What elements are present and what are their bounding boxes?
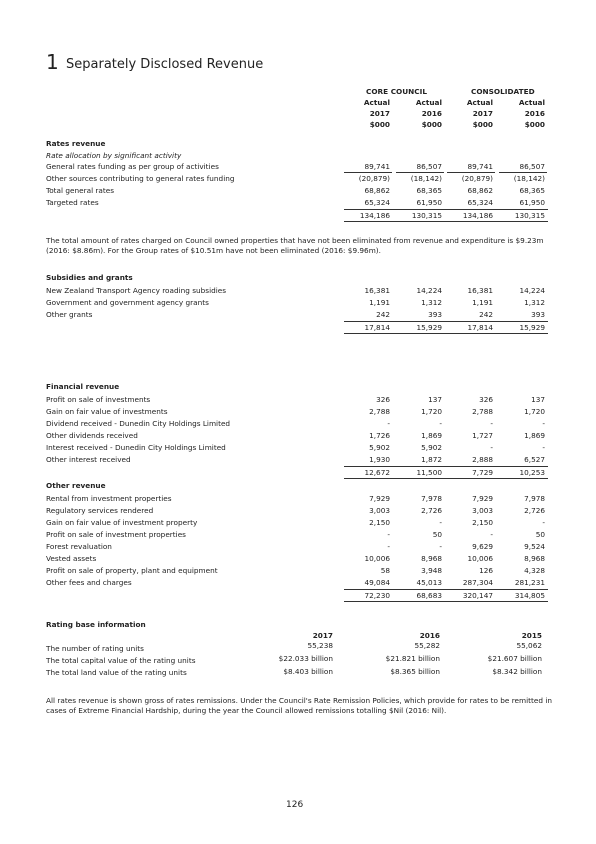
other-total-value: 314,805: [514, 591, 545, 600]
rates-total-value: 130,315: [514, 211, 545, 220]
subsidies-row-value: 1,312: [421, 298, 442, 307]
other-row-value: -: [439, 518, 442, 527]
subsidies-row-value: 1,191: [472, 298, 493, 307]
other-row-value: 7,978: [524, 494, 545, 503]
other-row-value: 2,726: [524, 506, 545, 515]
financial-row-value: 1,869: [524, 431, 545, 440]
financial-row-value: 1,727: [472, 431, 493, 440]
column-header-h3-1: $000: [421, 120, 442, 129]
financial-row-value: -: [542, 443, 545, 452]
other-row-value: -: [387, 530, 390, 539]
financial-row-label: Other dividends received: [46, 431, 138, 440]
other-heading: Other revenue: [46, 481, 106, 490]
financial-row-label: Dividend received - Dunedin City Holdings Limited: [46, 419, 231, 428]
financial-row-value: 137: [531, 395, 545, 404]
financial-row-value: -: [542, 419, 545, 428]
other-row-value: 2,150: [369, 518, 390, 527]
other-total-value: 72,230: [364, 591, 390, 600]
rating-base-row-value: $8.403 billion: [283, 667, 333, 676]
subsidies-row-value: 1,312: [524, 298, 545, 307]
subsidies-row-value: 14,224: [416, 286, 442, 295]
rates-total-rule-bottom: [344, 221, 548, 222]
other-row-value: 287,304: [462, 578, 493, 587]
other-row-value: 4,328: [524, 566, 545, 575]
other-row-label: Other fees and charges: [46, 578, 132, 587]
other-row-value: -: [490, 530, 493, 539]
rates-row-value: 61,950: [519, 198, 545, 207]
rates-total-value: 130,315: [411, 211, 442, 220]
financial-row-value: -: [439, 419, 442, 428]
column-header-h1-2: Actual: [466, 98, 493, 107]
financial-row-label: Other interest received: [46, 455, 131, 464]
subsidies-total-value: 17,814: [467, 323, 493, 332]
financial-heading: Financial revenue: [46, 382, 120, 391]
subsidies-row-value: 14,224: [519, 286, 545, 295]
section-title: Separately Disclosed Revenue: [66, 57, 264, 72]
other-row-value: 126: [479, 566, 493, 575]
rating-base-row-label: The total capital value of the rating units: [46, 656, 196, 665]
financial-row-value: 137: [428, 395, 442, 404]
subsidies-row-value: 16,381: [364, 286, 390, 295]
rates-note: The total amount of rates charged on Council owned properties that have not been eliminated from revenue and expenditure is $9.23m (2016: $8.86m). For the Group rates of $10.51m have not been eliminated (2016: $9.96m).: [46, 236, 544, 255]
rating-base-row-value: 55,282: [414, 641, 440, 650]
financial-row-value: -: [490, 419, 493, 428]
financial-total-value: 12,672: [364, 468, 390, 477]
column-group-consolidated: CONSOLIDATED: [471, 87, 535, 96]
financial-row-value: 326: [479, 395, 493, 404]
column-header-h1-0: Actual: [363, 98, 390, 107]
rates-total-value: 134,186: [462, 211, 493, 220]
rates-row-value: (18,142): [513, 174, 545, 183]
rates-row-value: 68,365: [519, 186, 545, 195]
rating-base-year: 2016: [419, 631, 440, 640]
rating-base-row-value: $8.342 billion: [492, 667, 542, 676]
other-row-value: 2,726: [421, 506, 442, 515]
financial-row-value: 1,872: [421, 455, 442, 464]
other-row-value: 58: [380, 566, 390, 575]
other-row-value: 3,948: [421, 566, 442, 575]
other-total-value: 320,147: [462, 591, 493, 600]
rates-row-value: 68,862: [467, 186, 493, 195]
financial-row-value: 2,888: [472, 455, 493, 464]
rating-base-row-value: $8.365 billion: [390, 667, 440, 676]
financial-row-value: -: [387, 419, 390, 428]
other-row-value: 49,084: [364, 578, 390, 587]
subsidies-row-value: 393: [428, 310, 442, 319]
rates-row-label: Targeted rates: [46, 198, 99, 207]
financial-total-value: 10,253: [519, 468, 545, 477]
rates-row-value: 65,324: [467, 198, 493, 207]
rating-base-row-value: $21.607 billion: [487, 654, 542, 663]
column-header-h3-0: $000: [369, 120, 390, 129]
rates-row-value: 61,950: [416, 198, 442, 207]
page-number: 126: [286, 800, 304, 810]
rates-row-value: 86,507: [519, 162, 545, 171]
subsidies-row-value: 242: [376, 310, 390, 319]
financial-row-label: Gain on fair value of investments: [46, 407, 168, 416]
other-row-label: Rental from investment properties: [46, 494, 172, 503]
other-total-value: 68,683: [416, 591, 442, 600]
other-row-label: Regulatory services rendered: [46, 506, 154, 515]
rates-row-label: Total general rates: [46, 186, 115, 195]
rating-base-row-label: The number of rating units: [46, 644, 144, 653]
other-row-value: -: [387, 542, 390, 551]
other-row-value: 9,524: [524, 542, 545, 551]
financial-total-rule-top: [344, 466, 548, 467]
rates-row-label: Other sources contributing to general rates funding: [46, 174, 235, 183]
financial-row-label: Profit on sale of investments: [46, 395, 151, 404]
financial-row-value: 1,930: [369, 455, 390, 464]
financial-row-value: 6,527: [524, 455, 545, 464]
subsidies-heading: Subsidies and grants: [46, 273, 133, 282]
rates-subtotal-rule: [499, 172, 547, 173]
financial-row-value: 1,726: [369, 431, 390, 440]
rates-total-value: 134,186: [359, 211, 390, 220]
subsidies-row-value: 242: [479, 310, 493, 319]
rating-base-row-value: 55,062: [516, 641, 542, 650]
other-row-value: -: [542, 518, 545, 527]
subsidies-row-label: New Zealand Transport Agency roading subsidies: [46, 286, 227, 295]
financial-row-value: 326: [376, 395, 390, 404]
column-header-h3-2: $000: [472, 120, 493, 129]
financial-row-value: 2,788: [369, 407, 390, 416]
financial-row-value: 2,788: [472, 407, 493, 416]
rating-base-row-value: 55,238: [307, 641, 333, 650]
rating-base-row-label: The total land value of the rating units: [46, 668, 187, 677]
rates-row-value: 65,324: [364, 198, 390, 207]
other-row-value: 2,150: [472, 518, 493, 527]
rates-row-value: 89,741: [364, 162, 390, 171]
financial-row-value: 5,902: [369, 443, 390, 452]
financial-total-value: 11,500: [416, 468, 442, 477]
other-row-value: 8,968: [421, 554, 442, 563]
rates-total-rule-top: [344, 209, 548, 210]
column-header-h1-3: Actual: [518, 98, 545, 107]
subsidies-row-label: Other grants: [46, 310, 93, 319]
other-row-value: 7,929: [472, 494, 493, 503]
other-row-value: 50: [535, 530, 545, 539]
subsidies-total-value: 15,929: [416, 323, 442, 332]
financial-row-value: -: [490, 443, 493, 452]
other-row-value: 50: [432, 530, 442, 539]
rates-row-value: 89,741: [467, 162, 493, 171]
rates-heading: Rates revenue: [46, 139, 106, 148]
financial-row-label: Interest received - Dunedin City Holdings Limited: [46, 443, 226, 452]
column-header-h2-0: 2017: [369, 109, 390, 118]
other-total-rule-bottom: [344, 601, 548, 602]
other-row-value: 7,929: [369, 494, 390, 503]
other-row-label: Forest revaluation: [46, 542, 112, 551]
financial-row-value: 5,902: [421, 443, 442, 452]
rates-row-value: (20,879): [461, 174, 493, 183]
other-total-rule-top: [344, 589, 548, 590]
subsidies-total-rule-bottom: [344, 333, 548, 334]
other-row-value: 9,629: [472, 542, 493, 551]
column-header-h2-3: 2016: [524, 109, 545, 118]
rates-row-value: 68,862: [364, 186, 390, 195]
financial-total-value: 7,729: [472, 468, 493, 477]
column-header-h2-2: 2017: [472, 109, 493, 118]
subsidies-total-rule-top: [344, 321, 548, 322]
rates-subtotal-rule: [447, 172, 495, 173]
subsidies-row-value: 1,191: [369, 298, 390, 307]
other-row-label: Vested assets: [46, 554, 97, 563]
column-header-h2-1: 2016: [421, 109, 442, 118]
rates-row-value: 86,507: [416, 162, 442, 171]
subsidies-row-value: 16,381: [467, 286, 493, 295]
rates-subtotal-rule: [344, 172, 392, 173]
section-number: 1: [46, 50, 59, 74]
rates-row-value: 68,365: [416, 186, 442, 195]
rating-base-row-value: $21.821 billion: [385, 654, 440, 663]
other-row-label: Profit on sale of investment properties: [46, 530, 186, 539]
subsidies-row-label: Government and government agency grants: [46, 298, 209, 307]
rates-subtotal-rule: [396, 172, 444, 173]
rating-base-heading: Rating base information: [46, 620, 146, 629]
other-row-value: 8,968: [524, 554, 545, 563]
financial-row-value: 1,869: [421, 431, 442, 440]
other-row-value: 45,013: [416, 578, 442, 587]
other-row-value: 281,231: [514, 578, 545, 587]
other-row-value: 10,006: [467, 554, 493, 563]
column-group-core-council: CORE COUNCIL: [366, 87, 428, 96]
rates-row-value: (18,142): [410, 174, 442, 183]
financial-row-value: 1,720: [421, 407, 442, 416]
rating-base-row-value: $22.033 billion: [278, 654, 333, 663]
rates-subheading: Rate allocation by significant activity: [46, 151, 182, 160]
other-row-value: 10,006: [364, 554, 390, 563]
subsidies-total-value: 15,929: [519, 323, 545, 332]
other-row-label: Gain on fair value of investment property: [46, 518, 198, 527]
rating-base-note: All rates revenue is shown gross of rates remissions. Under the Council's Rate Remission Policies, which provide for rates to be remitted in cases of Extreme Financial Hardship, during the year the Council allowed remissions totalling $Nil (2016: Nil).: [46, 696, 552, 715]
column-header-h1-1: Actual: [415, 98, 442, 107]
rating-base-year: 2015: [521, 631, 542, 640]
other-row-value: -: [439, 542, 442, 551]
financial-total-rule-bottom: [344, 478, 548, 479]
subsidies-total-value: 17,814: [364, 323, 390, 332]
other-row-value: 3,003: [369, 506, 390, 515]
rates-row-label: General rates funding as per group of activities: [46, 162, 219, 171]
column-header-h3-3: $000: [524, 120, 545, 129]
rates-row-value: (20,879): [358, 174, 390, 183]
other-row-value: 3,003: [472, 506, 493, 515]
rating-base-year: 2017: [312, 631, 333, 640]
subsidies-row-value: 393: [531, 310, 545, 319]
financial-row-value: 1,720: [524, 407, 545, 416]
other-row-value: 7,978: [421, 494, 442, 503]
other-row-label: Profit on sale of property, plant and equipment: [46, 566, 218, 575]
